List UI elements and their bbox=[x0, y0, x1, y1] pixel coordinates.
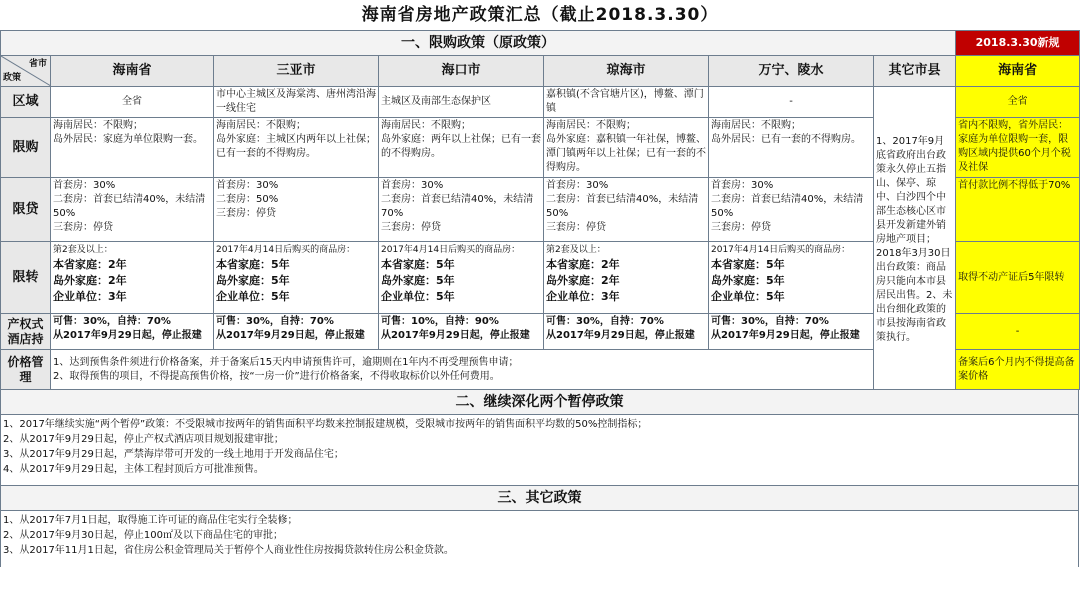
loan-line: 三套房：停贷 bbox=[53, 222, 113, 233]
column-header: 万宁、陵水 bbox=[709, 56, 874, 87]
hotel-line: 从2017年9月29日起，停止报建 bbox=[546, 330, 695, 341]
list-item: 1、2017年继续实施“两个暂停”政策：不受限城市按两年的销售面积平均数来控制报建规模，受限城市按两年的销售面积平均数的50%控制指标； bbox=[3, 419, 648, 430]
hotel-line: 可售：10%，自持：90% bbox=[381, 316, 499, 327]
loan-line: 首套房：30% bbox=[546, 180, 609, 191]
loan-line: 首套房：30% bbox=[216, 180, 279, 191]
purchase-cell bbox=[214, 118, 379, 178]
page-title: 海南省房地产政策汇总（截止2018.3.30） bbox=[361, 5, 719, 25]
price-cell bbox=[51, 350, 874, 390]
purchase-line: 海南居民：不限购； bbox=[53, 120, 143, 131]
new-purchase-cell: 省内不限购，省外居民：家庭为单位限购一套，限购区域内提供60个月个税及社保 bbox=[956, 118, 1080, 178]
purchase-line: 岛外家庭：两年以上社保；已有一套的不得购房。 bbox=[381, 134, 541, 159]
column-header: 海口市 bbox=[379, 56, 544, 87]
transfer-line: 本省家庭：5年 bbox=[381, 258, 455, 271]
purchase-line: 海南居民：不限购； bbox=[711, 120, 801, 131]
transfer-line: 本省家庭：5年 bbox=[216, 258, 290, 271]
loan-line: 二套房：50% bbox=[216, 194, 279, 205]
loan-cell bbox=[214, 178, 379, 242]
transfer-cell bbox=[51, 242, 214, 314]
row-label-hotel: 产权式酒店持 bbox=[1, 314, 51, 350]
new-price-cell: 备案后6个月内不得提高备案价格 bbox=[956, 350, 1080, 390]
loan-line: 首套房：30% bbox=[53, 180, 116, 191]
price-line: 2、取得预售的项目，不得提高预售价格，按“一房一价”进行价格备案，不得收取标价以外任何费用。 bbox=[53, 370, 500, 382]
loan-cell bbox=[544, 178, 709, 242]
column-header: 其它市县 bbox=[874, 56, 956, 87]
transfer-cell bbox=[544, 242, 709, 314]
transfer-line: 企业单位：5年 bbox=[711, 290, 785, 303]
transfer-note: 2017年4月14日后购买的商品房： bbox=[381, 245, 521, 255]
list-item: 2、从2017年9月30日起，停止100㎡及以下商品住宅的审批； bbox=[3, 530, 283, 541]
column-header: 三亚市 bbox=[214, 56, 379, 87]
hotel-line: 可售：30%，自持：70% bbox=[216, 316, 334, 327]
purchase-cell bbox=[709, 118, 874, 178]
region-cell: 主城区及南部生态保护区 bbox=[379, 87, 544, 118]
row-label-loan: 限贷 bbox=[1, 178, 51, 242]
section3-list bbox=[0, 511, 1079, 567]
loan-line: 首套房：30% bbox=[711, 180, 774, 191]
loan-line: 二套房：首套已结清40%，未结清70% bbox=[381, 194, 534, 219]
hotel-line: 可售：30%，自持：70% bbox=[546, 316, 664, 327]
row-label-transfer: 限转 bbox=[1, 242, 51, 314]
purchase-line: 岛外家庭：嘉积镇一年社保，博鳌、潭门镇两年以上社保；已有一套的不得购房。 bbox=[546, 134, 706, 173]
loan-line: 三套房：停贷 bbox=[546, 222, 606, 233]
hotel-line: 可售：30%，自持：70% bbox=[53, 316, 171, 327]
hotel-line: 从2017年9月29日起，停止报建 bbox=[381, 330, 530, 341]
purchase-cell bbox=[544, 118, 709, 178]
transfer-line: 岛外家庭：2年 bbox=[53, 274, 127, 287]
transfer-note: 第2套及以上： bbox=[546, 245, 606, 255]
transfer-note: 第2套及以上： bbox=[53, 245, 113, 255]
loan-cell bbox=[709, 178, 874, 242]
list-item: 3、从2017年9月29日起，严禁海岸带可开发的一线土地用于开发商品住宅； bbox=[3, 449, 344, 460]
row-label-purchase: 限购 bbox=[1, 118, 51, 178]
corner-bottom-label: 政策 bbox=[3, 73, 22, 83]
transfer-line: 岛外家庭：5年 bbox=[711, 274, 785, 287]
transfer-line: 企业单位：5年 bbox=[381, 290, 455, 303]
list-item: 1、从2017年7月1日起，取得施工许可证的商品住宅实行全装修； bbox=[3, 515, 298, 526]
row-label-price: 价格管理 bbox=[1, 350, 51, 390]
row-label-region: 区域 bbox=[1, 87, 51, 118]
transfer-cell bbox=[379, 242, 544, 314]
new-hotel-cell: - bbox=[956, 314, 1080, 350]
column-header: 琼海市 bbox=[544, 56, 709, 87]
purchase-line: 岛外居民：已有一套的不得购房。 bbox=[711, 134, 861, 145]
transfer-cell bbox=[214, 242, 379, 314]
column-header: 海南省 bbox=[51, 56, 214, 87]
hotel-cell bbox=[544, 314, 709, 350]
transfer-line: 本省家庭：5年 bbox=[711, 258, 785, 271]
list-item: 4、从2017年9月29日起，主体工程封顶后方可批准预售。 bbox=[3, 464, 264, 475]
region-cell: 嘉积镇(不含官塘片区)，博鳌、潭门镇 bbox=[544, 87, 709, 118]
transfer-line: 本省家庭：2年 bbox=[53, 258, 127, 271]
section2-heading: 二、继续深化两个暂停政策 bbox=[0, 390, 1079, 415]
section3-heading: 三、其它政策 bbox=[0, 485, 1079, 511]
transfer-line: 企业单位：5年 bbox=[216, 290, 290, 303]
hotel-cell bbox=[379, 314, 544, 350]
loan-line: 三套房：停贷 bbox=[381, 222, 441, 233]
loan-line: 二套房：首套已结清40%，未结清50% bbox=[546, 194, 699, 219]
purchase-cell bbox=[51, 118, 214, 178]
hotel-line: 从2017年9月29日起，停止报建 bbox=[711, 330, 860, 341]
loan-line: 二套房：首套已结清40%，未结清50% bbox=[53, 194, 206, 219]
loan-line: 三套房：停贷 bbox=[216, 208, 276, 219]
loan-cell bbox=[51, 178, 214, 242]
new-loan-cell: 首付款比例不得低于70% bbox=[956, 178, 1080, 242]
list-item: 3、从2017年11月1日起，省住房公积金管理局关于暂停个人商业性住房按揭贷款转住房公积金贷款。 bbox=[3, 545, 454, 556]
other-cities-cell: 1、2017年9月底省政府出台政策永久停止五指山、保亭、琼中、白沙四个中部生态核心区市县开发新建外销房地产项目；2018年3月30日出台政策：商品房只能向本市县居民出售。2、未出台细化政策的市县按海南省政策执行。 bbox=[874, 87, 956, 390]
purchase-line: 海南居民：不限购； bbox=[546, 120, 636, 131]
hotel-cell bbox=[214, 314, 379, 350]
transfer-line: 企业单位：3年 bbox=[53, 290, 127, 303]
loan-line: 三套房：停贷 bbox=[711, 222, 771, 233]
purchase-cell bbox=[379, 118, 544, 178]
hotel-line: 从2017年9月29日起，停止报建 bbox=[216, 330, 365, 341]
column-header-new: 海南省 bbox=[956, 56, 1080, 87]
section1-heading: 一、限购政策（原政策） bbox=[1, 31, 956, 56]
transfer-line: 本省家庭：2年 bbox=[546, 258, 620, 271]
hotel-line: 可售：30%，自持：70% bbox=[711, 316, 829, 327]
list-item: 2、从2017年9月29日起，停止产权式酒店项目规划报建审批； bbox=[3, 434, 284, 445]
loan-line: 二套房：首套已结清40%，未结清50% bbox=[711, 194, 864, 219]
region-cell: 市中心主城区及海棠湾、唐州湾沿海一线住宅 bbox=[214, 87, 379, 118]
loan-line: 首套房：30% bbox=[381, 180, 444, 191]
corner-header bbox=[1, 56, 51, 87]
loan-cell bbox=[379, 178, 544, 242]
hotel-cell bbox=[709, 314, 874, 350]
policy-table bbox=[0, 30, 1080, 390]
new-transfer-cell: 取得不动产证后5年限转 bbox=[956, 242, 1080, 314]
transfer-note: 2017年4月14日后购买的商品房： bbox=[216, 245, 356, 255]
hotel-line: 从2017年9月29日起，停止报建 bbox=[53, 330, 202, 341]
section2-list bbox=[0, 415, 1079, 485]
purchase-line: 海南居民：不限购； bbox=[381, 120, 471, 131]
region-cell: - bbox=[709, 87, 874, 118]
transfer-cell bbox=[709, 242, 874, 314]
transfer-line: 岛外家庭：5年 bbox=[216, 274, 290, 287]
transfer-line: 岛外家庭：2年 bbox=[546, 274, 620, 287]
new-policy-tag: 2018.3.30新规 bbox=[956, 31, 1080, 56]
purchase-line: 岛外家庭：主城区内两年以上社保；已有一套的不得购房。 bbox=[216, 134, 376, 159]
hotel-cell bbox=[51, 314, 214, 350]
transfer-line: 岛外家庭：5年 bbox=[381, 274, 455, 287]
new-region-cell: 全省 bbox=[956, 87, 1080, 118]
transfer-note: 2017年4月14日后购买的商品房： bbox=[711, 245, 851, 255]
price-line: 1、达到预售条件须进行价格备案，并于备案后15天内申请预售许可，逾期则在1年内不再受理预售申请； bbox=[53, 356, 519, 368]
purchase-line: 海南居民：不限购； bbox=[216, 120, 306, 131]
region-cell: 全省 bbox=[51, 87, 214, 118]
transfer-line: 企业单位：3年 bbox=[546, 290, 620, 303]
corner-top-label: 省市 bbox=[28, 59, 47, 69]
purchase-line: 岛外居民：家庭为单位限购一套。 bbox=[53, 134, 203, 145]
